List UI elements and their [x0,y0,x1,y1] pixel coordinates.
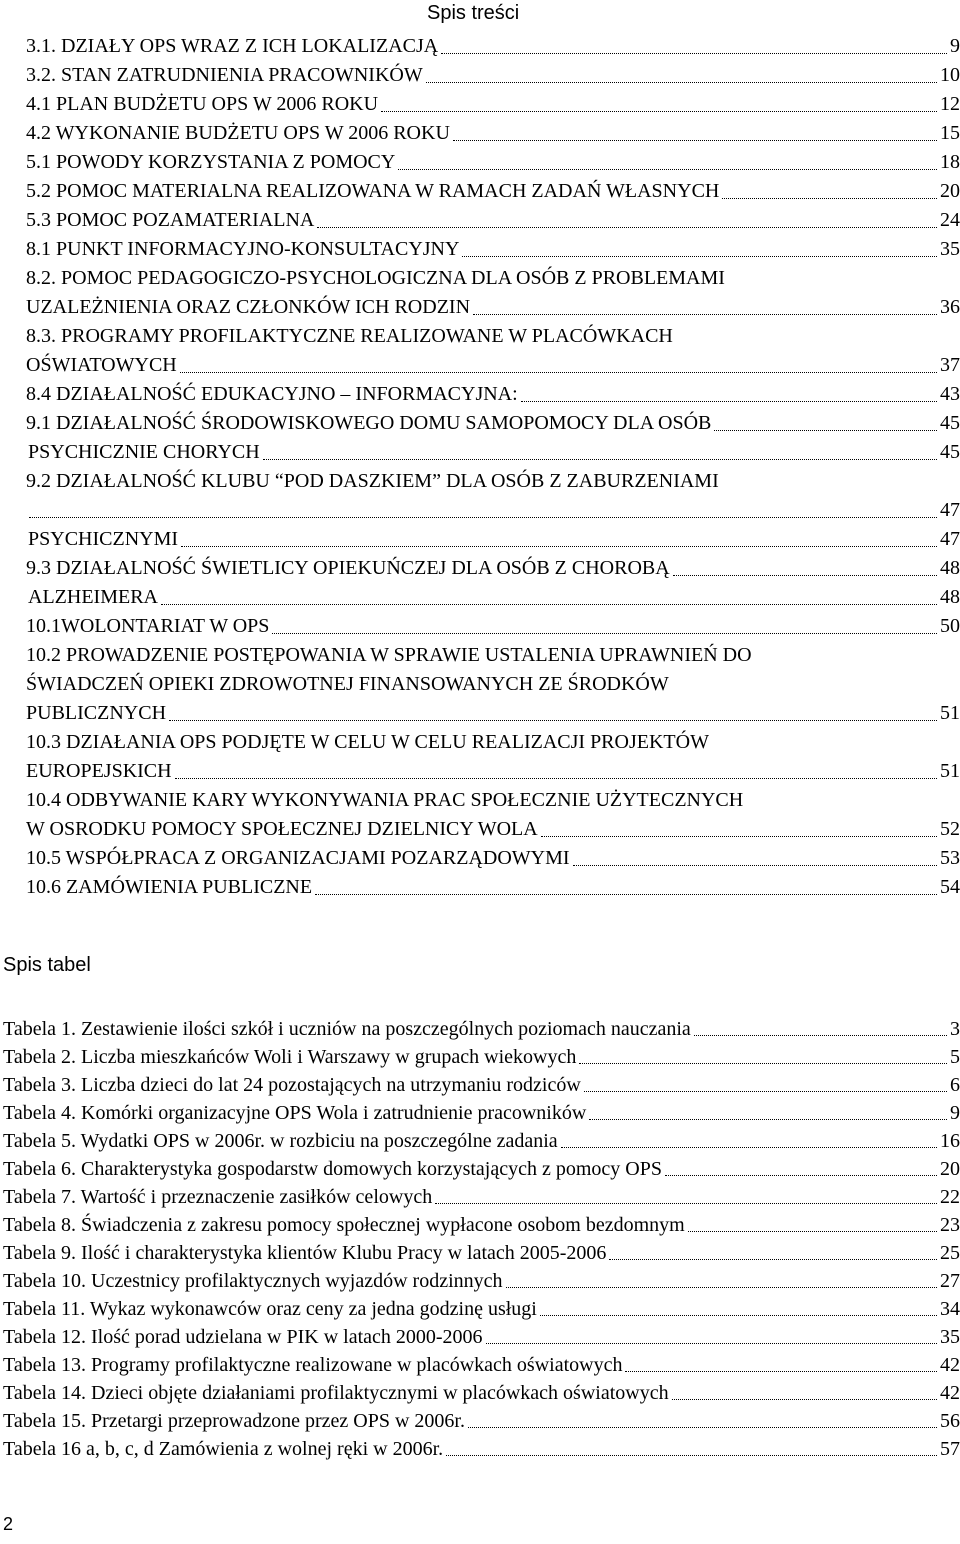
dot-leader [175,778,937,779]
toc-entry-title: 5.2 POMOC MATERIALNA REALIZOWANA W RAMACH ZADAŃ WŁASNYCH [26,177,720,206]
dot-leader [468,1427,937,1428]
table-entry[interactable] [3,1323,960,1351]
toc-entry-page: 36 [939,293,960,322]
toc-entry[interactable] [26,467,960,496]
dot-leader [462,256,937,257]
table-entry-title: Tabela 16 a, b, c, d Zamówienia z wolnej ręki w 2006r. [3,1435,444,1463]
toc-entry-page: 15 [939,119,960,148]
toc-entry[interactable] [26,496,960,525]
toc-entry-title: 10.4 ODBYWANIE KARY WYKONYWANIA PRAC SPOŁECZNIE UŻYTECZNYCH [26,789,744,811]
table-entry-page: 3 [949,1015,960,1043]
dot-leader [315,894,937,895]
toc-entry-title: EUROPEJSKICH [26,757,173,786]
dot-leader [398,169,937,170]
toc-entry-page: 48 [939,554,960,583]
toc-entry[interactable] [26,554,960,583]
table-entry-title: Tabela 10. Uczestnicy profilaktycznych wyjazdów rodzinnych [3,1267,504,1295]
toc-entry-page: 20 [939,177,960,206]
toc-entry-title: 8.2. POMOC PEDAGOGICZO-PSYCHOLOGICZNA DLA OSÓB Z PROBLEMAMI [26,267,725,289]
table-entry-page: 42 [939,1351,960,1379]
table-entry-title: Tabela 3. Liczba dzieci do lat 24 pozostających na utrzymaniu rodziców [3,1071,582,1099]
dot-leader [381,111,937,112]
toc-entry[interactable] [28,525,960,554]
dot-leader [506,1287,937,1288]
table-entry-page: 56 [939,1407,960,1435]
toc-entry[interactable] [26,235,960,264]
tables-list [3,1015,960,1463]
toc-entry[interactable] [26,148,960,177]
table-entry-page: 16 [939,1127,960,1155]
dot-leader [161,604,937,605]
toc-heading: Spis treści [427,2,520,24]
table-entry-title: Tabela 7. Wartość i przeznaczenie zasiłków celowych [3,1183,433,1211]
toc-entry-title: PUBLICZNYCH [26,699,167,728]
table-entry-page: 35 [939,1323,960,1351]
table-entry[interactable] [3,1127,960,1155]
toc-entry-page: 45 [939,409,960,438]
table-entry-title: Tabela 5. Wydatki OPS w 2006r. w rozbiciu na poszczególne zadania [3,1127,559,1155]
dot-leader [665,1175,937,1176]
dot-leader [714,430,937,431]
table-entry-page: 23 [939,1211,960,1239]
table-entry[interactable] [3,1379,960,1407]
table-entry-title: Tabela 8. Świadczenia z zakresu pomocy społecznej wypłacone osobom bezdomnym [3,1211,686,1239]
toc-entry[interactable] [26,844,960,873]
toc-entry-page: 45 [939,438,960,467]
toc-entry-title: 3.2. STAN ZATRUDNIENIA PRACOWNIKÓW [26,61,424,90]
dot-leader [181,546,937,547]
toc-entry[interactable] [26,641,960,670]
toc-entry-title: UZALEŻNIENIA ORAZ CZŁONKÓW ICH RODZIN [26,293,471,322]
table-entry[interactable] [3,1043,960,1071]
dot-leader [441,53,947,54]
toc-entry[interactable] [26,322,960,351]
toc-entry[interactable] [26,786,960,815]
toc-entry[interactable] [26,32,960,61]
dot-leader [541,836,937,837]
table-entry-page: 27 [939,1267,960,1295]
dot-leader [609,1259,937,1260]
toc-entry-page: 47 [939,525,960,554]
dot-leader [446,1455,937,1456]
toc-entry-page: 53 [939,844,960,873]
dot-leader [540,1315,937,1316]
toc-entry[interactable] [28,438,960,467]
dot-leader [573,865,937,866]
dot-leader [521,401,937,402]
toc-entry-page: 12 [939,90,960,119]
table-entry[interactable] [3,1015,960,1043]
toc-entry-page: 43 [939,380,960,409]
toc-entry-page: 51 [939,699,960,728]
toc-entry[interactable] [26,757,960,786]
toc-entry[interactable] [26,351,960,380]
page-number: 2 [3,1514,14,1534]
toc-entry[interactable] [26,728,960,757]
dot-leader [29,517,937,518]
toc-entry-title: PSYCHICZNYMI [28,525,179,554]
toc-entry-title: ŚWIADCZEŃ OPIEKI ZDROWOTNEJ FINANSOWANYCH ZE ŚRODKÓW [26,673,669,695]
table-entry-title: Tabela 11. Wykaz wykonawców oraz ceny za jedna godzinę usługi [3,1295,538,1323]
toc-entry-title: ALZHEIMERA [28,583,159,612]
table-entry[interactable] [3,1071,960,1099]
table-entry-page: 42 [939,1379,960,1407]
toc-entry[interactable] [26,264,960,293]
tables-heading: Spis tabel [3,954,91,976]
toc-entry-title: 10.1WOLONTARIAT W OPS [26,612,270,641]
toc-entry-page: 50 [939,612,960,641]
table-entry-page: 25 [939,1239,960,1267]
toc-entry-title: OŚWIATOWYCH [26,351,178,380]
toc-entry[interactable] [26,612,960,641]
dot-leader [625,1371,937,1372]
table-entry-page: 9 [949,1099,960,1127]
toc-entry-title: 8.4 DZIAŁALNOŚĆ EDUKACYJNO – INFORMACYJNA: [26,380,519,409]
toc-entry-title: 9.2 DZIAŁALNOŚĆ KLUBU “POD DASZKIEM” DLA OSÓB Z ZABURZENIAMI [26,470,719,492]
dot-leader [180,372,937,373]
table-entry-page: 34 [939,1295,960,1323]
dot-leader [673,575,937,576]
toc-entry[interactable] [26,90,960,119]
dot-leader [688,1231,937,1232]
toc-entry-title: PSYCHICZNIE CHORYCH [28,438,261,467]
toc-entry[interactable] [26,873,960,902]
toc-entry[interactable] [26,409,960,438]
dot-leader [579,1063,947,1064]
table-entry-title: Tabela 1. Zestawienie ilości szkół i uczniów na poszczególnych poziomach nauczania [3,1015,692,1043]
toc-entry-page: 52 [939,815,960,844]
toc-entry[interactable] [26,177,960,206]
toc-entry[interactable] [26,815,960,844]
toc-entry-page: 35 [939,235,960,264]
toc-entry-title: W OSRODKU POMOCY SPOŁECZNEJ DZIELNICY WOLA [26,815,539,844]
dot-leader [672,1399,937,1400]
table-entry[interactable] [3,1351,960,1379]
table-entry[interactable] [3,1099,960,1127]
toc-entry-page: 48 [939,583,960,612]
table-entry-page: 22 [939,1183,960,1211]
table-entry[interactable] [3,1183,960,1211]
dot-leader [317,227,937,228]
table-entry[interactable] [3,1407,960,1435]
table-entry-title: Tabela 12. Ilość porad udzielana w PIK w latach 2000-2006 [3,1323,484,1351]
toc-entry[interactable] [26,293,960,322]
toc-entry-title: 9.1 DZIAŁALNOŚĆ ŚRODOWISKOWEGO DOMU SAMOPOMOCY DLA OSÓB [26,409,712,438]
table-entry[interactable] [3,1155,960,1183]
table-entry-page: 20 [939,1155,960,1183]
toc-entry-page: 9 [949,32,960,61]
toc-entry-page: 18 [939,148,960,177]
toc-entry-title: 3.1. DZIAŁY OPS WRAZ Z ICH LOKALIZACJĄ [26,32,439,61]
toc-entry[interactable] [26,670,960,699]
dot-leader [584,1091,947,1092]
toc-entry-title: 8.1 PUNKT INFORMACYJNO-KONSULTACYJNY [26,235,460,264]
dot-leader [426,82,937,83]
toc-entry[interactable] [28,583,960,612]
dot-leader [169,720,937,721]
toc-entry-title: 8.3. PROGRAMY PROFILAKTYCZNE REALIZOWANE W PLACÓWKACH [26,325,673,347]
toc-entry[interactable] [26,206,960,235]
table-entry-title: Tabela 6. Charakterystyka gospodarstw domowych korzystających z pomocy OPS [3,1155,663,1183]
table-entry-title: Tabela 2. Liczba mieszkańców Woli i Warszawy w grupach wiekowych [3,1043,577,1071]
toc-entry-page: 37 [939,351,960,380]
dot-leader [272,633,937,634]
toc-entry-title: 9.3 DZIAŁALNOŚĆ ŚWIETLICY OPIEKUŃCZEJ DLA OSÓB Z CHOROBĄ [26,554,671,583]
table-entry-page: 5 [949,1043,960,1071]
toc-entry[interactable] [26,61,960,90]
toc-entry[interactable] [26,380,960,409]
toc-list [26,32,960,902]
table-entry[interactable] [3,1267,960,1295]
table-entry[interactable] [3,1295,960,1323]
toc-entry[interactable] [26,119,960,148]
dot-leader [694,1035,947,1036]
toc-entry-page: 10 [939,61,960,90]
dot-leader [486,1343,937,1344]
table-entry-page: 57 [939,1435,960,1463]
toc-entry-title: 4.2 WYKONANIE BUDŻETU OPS W 2006 ROKU [26,119,451,148]
table-entry-title: Tabela 9. Ilość i charakterystyka klientów Klubu Pracy w latach 2005-2006 [3,1239,607,1267]
toc-entry-title: 5.1 POWODY KORZYSTANIA Z POMOCY [26,148,396,177]
table-entry-title: Tabela 14. Dzieci objęte działaniami profilaktycznymi w placówkach oświatowych [3,1379,670,1407]
table-entry-title: Tabela 15. Przetargi przeprowadzone przez OPS w 2006r. [3,1407,466,1435]
toc-entry-title: 10.2 PROWADZENIE POSTĘPOWANIA W SPRAWIE USTALENIA UPRAWNIEŃ DO [26,644,752,666]
dot-leader [453,140,937,141]
toc-entry-title: 10.6 ZAMÓWIENIA PUBLICZNE [26,873,313,902]
toc-entry-page: 51 [939,757,960,786]
dot-leader [722,198,937,199]
table-entry-title: Tabela 13. Programy profilaktyczne realizowane w placówkach oświatowych [3,1351,623,1379]
table-entry[interactable] [3,1435,960,1463]
toc-entry-title: 5.3 POMOC POZAMATERIALNA [26,206,315,235]
toc-entry-page: 54 [939,873,960,902]
table-entry-title: Tabela 4. Komórki organizacyjne OPS Wola i zatrudnienie pracowników [3,1099,587,1127]
dot-leader [561,1147,937,1148]
toc-entry-title: 4.1 PLAN BUDŻETU OPS W 2006 ROKU [26,90,379,119]
table-entry[interactable] [3,1211,960,1239]
dot-leader [263,459,937,460]
toc-entry[interactable] [26,699,960,728]
table-entry-page: 6 [949,1071,960,1099]
toc-entry-title: 10.5 WSPÓŁPRACA Z ORGANIZACJAMI POZARZĄDOWYMI [26,844,571,873]
table-entry[interactable] [3,1239,960,1267]
toc-entry-page: 24 [939,206,960,235]
dot-leader [589,1119,947,1120]
toc-entry-title: 10.3 DZIAŁANIA OPS PODJĘTE W CELU W CELU REALIZACJI PROJEKTÓW [26,731,709,753]
toc-entry-page: 47 [939,496,960,525]
dot-leader [473,314,937,315]
dot-leader [435,1203,937,1204]
